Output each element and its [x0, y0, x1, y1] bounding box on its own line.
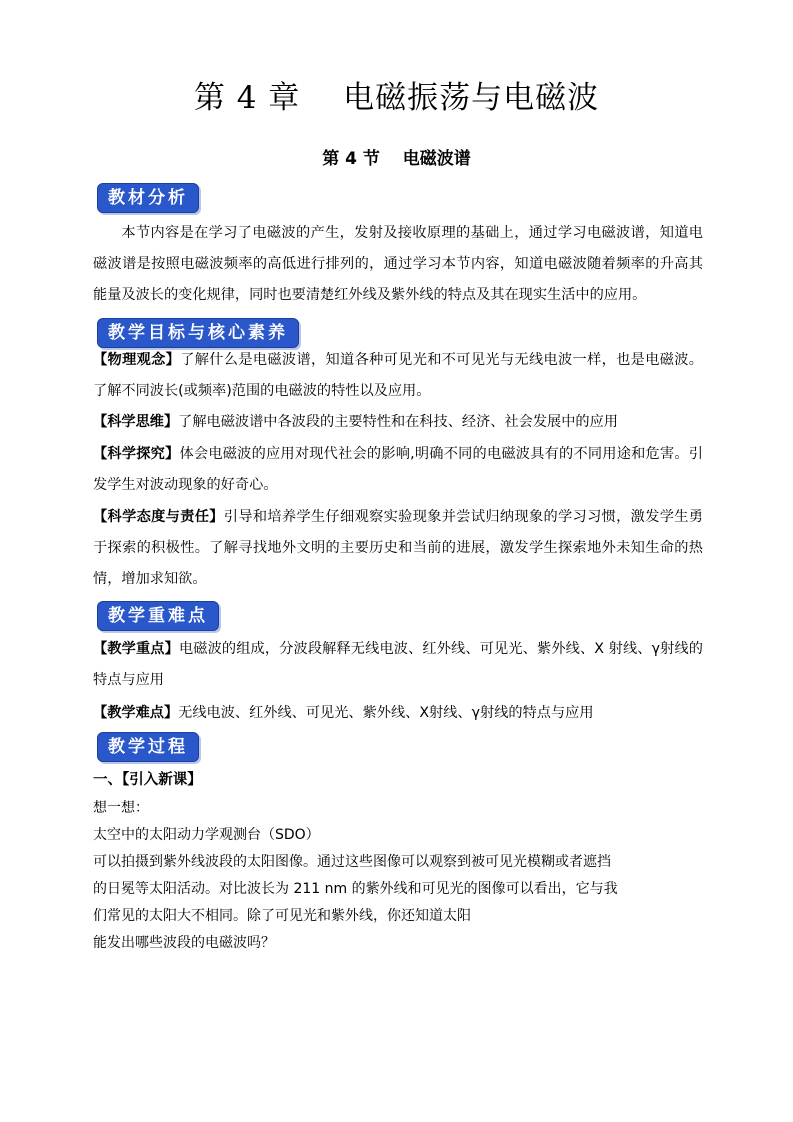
process-line: 太空中的太阳动力学观测台（SDO） [93, 827, 320, 843]
process-line: 能发出哪些波段的电磁波吗？ [93, 935, 275, 951]
key-point-text: 无线电波、红外线、可见光、紫外线、X射线、γ射线的特点与应用 [178, 705, 594, 721]
goal-scientific-thinking [93, 407, 703, 438]
goal-text: 体会电磁波的应用对现代社会的影响,明确不同的电磁波具有的不同用途和危害。引发学生对波动现象的好奇心。 [93, 446, 703, 493]
key-point-text: 电磁波的组成，分波段解释无线电波、红外线、可见光、紫外线、X 射线、γ射线的特点与应用 [93, 641, 703, 688]
goal-attitude-responsibility [93, 502, 703, 595]
key-point-focus [93, 634, 703, 696]
goal-scientific-inquiry [93, 439, 703, 501]
process-line: 可以拍摄到紫外线波段的太阳图像。通过这些图像可以观察到被可见光模糊或者遮挡 [93, 854, 611, 870]
section-title: 第 4 节 电磁波谱 [322, 149, 471, 169]
goal-text: 了解什么是电磁波谱，知道各种可见光和不可见光与无线电波一样，也是电磁波。了解不同波长(或频率)范围的电磁波的特性以及应用。 [93, 352, 703, 399]
intro-heading: 一、【引入新课】 [93, 772, 202, 788]
goal-label: 【科学态度与责任】 [93, 509, 224, 525]
badge-textbook-analysis: 教材分析 [97, 183, 199, 213]
goal-text: 引导和培养学生仔细观察实验现象并尝试归纳现象的学习习惯，激发学生勇于探索的积极性。了解寻找地外文明的主要历史和当前的进展，激发学生探索地外未知生命的热情，增加求知欲。 [93, 509, 703, 587]
process-line: 们常见的太阳大不相同。除了可见光和紫外线，你还知道太阳 [93, 908, 471, 924]
process-line: 想一想： [93, 800, 149, 816]
goal-label: 【科学思维】 [93, 414, 179, 430]
badge-teaching-process: 教学过程 [97, 732, 199, 762]
goal-physics-concept [93, 345, 703, 407]
key-point-label: 【教学重点】 [93, 641, 179, 657]
chapter-title: 第 4 章 电磁振荡与电磁波 [193, 80, 600, 116]
key-point-label: 【教学难点】 [93, 705, 179, 721]
goal-label: 【科学探究】 [93, 446, 180, 462]
goal-text: 了解电磁波谱中各波段的主要特性和在科技、经济、社会发展中的应用 [178, 414, 618, 430]
analysis-paragraph: 本节内容是在学习了电磁波的产生，发射及接收原理的基础上，通过学习电磁波谱，知道电磁波谱是按照电磁波频率的高低进行排列的，通过学习本节内容，知道电磁波随着频率的升高其能量及波长的变化规律，同时也要清楚红外线及紫外线的特点及其在现实生活中的应用。 [93, 225, 703, 303]
key-point-difficulty [93, 698, 703, 729]
goal-label: 【物理观念】 [93, 352, 181, 368]
badge-key-points: 教学重难点 [97, 601, 219, 631]
badge-goals: 教学目标与核心素养 [97, 318, 299, 348]
process-line: 的日冕等太阳活动。对比波长为 211 nm 的紫外线和可见光的图像可以看出，它与我 [93, 881, 618, 897]
